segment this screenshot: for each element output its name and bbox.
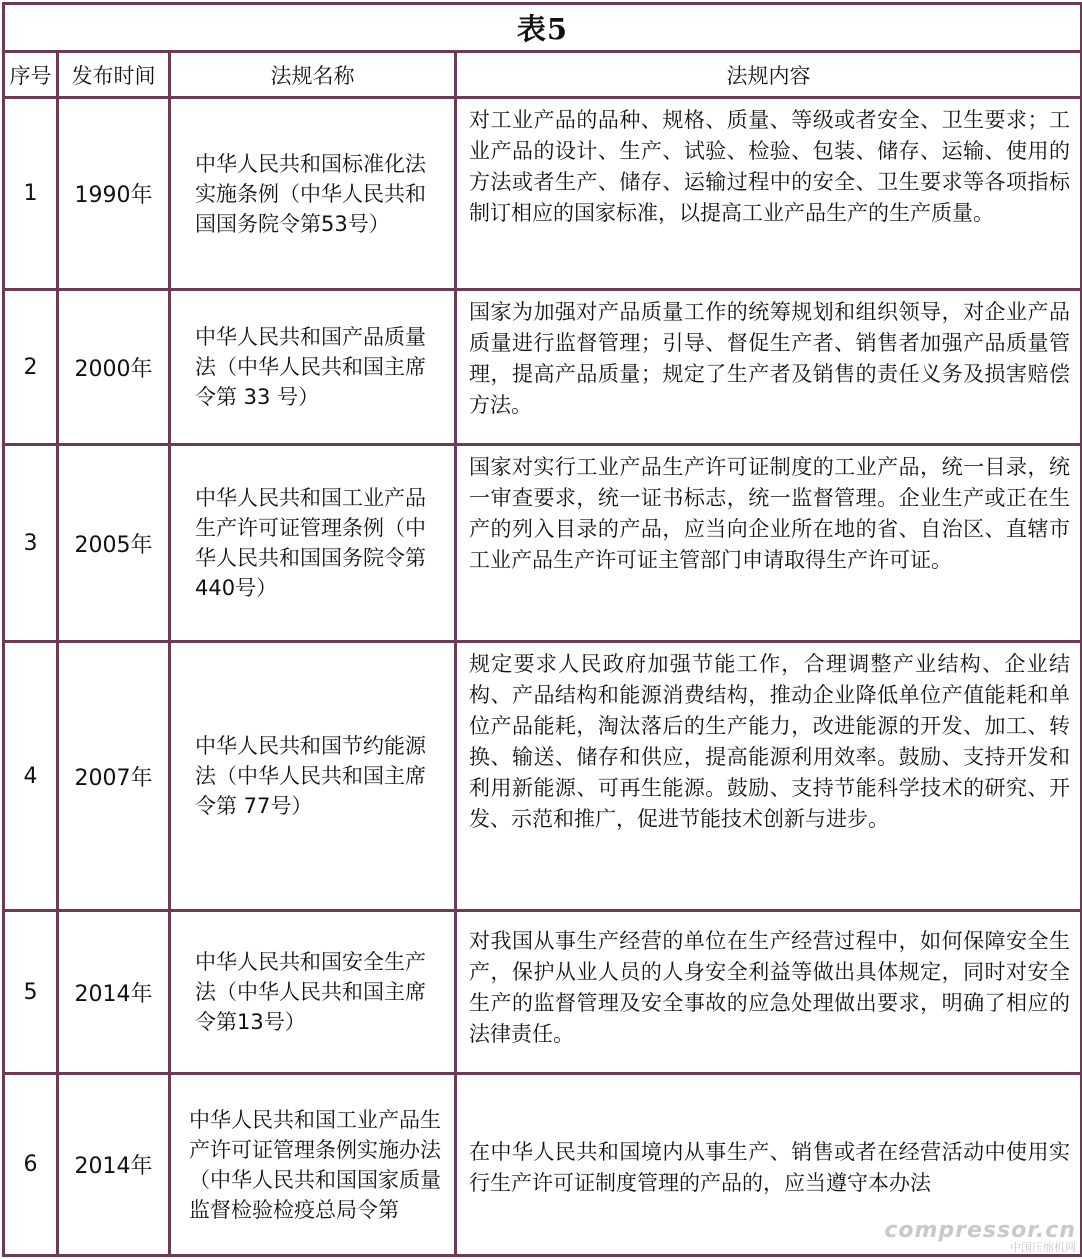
row-regulation-content: 对工业产品的品种、规格、质量、等级或者安全、卫生要求；工业产品的设计、生产、试验、检验、包装、储存、运输、使用的方法或者生产、储存、运输过程中的安全、卫生要求等各项指标制订相应的国家标准，以提高工业产品生产的生产质量。 xyxy=(456,98,1082,290)
row-year: 2007年 xyxy=(58,642,170,911)
row-year: 1990年 xyxy=(58,98,170,290)
row-index: 3 xyxy=(4,445,58,642)
header-date: 发布时间 xyxy=(58,52,170,98)
watermark-logo-text: compressor.cn xyxy=(884,1218,1076,1243)
row-regulation-name: 中华人民共和国节约能源法（中华人民共和国主席令第 77号） xyxy=(170,642,456,911)
row-regulation-name: 中华人民共和国标准化法实施条例（中华人民共和国国务院令第53号） xyxy=(170,98,456,290)
row-regulation-content: 国家对实行工业产品生产许可证制度的工业产品，统一目录，统一审查要求，统一证书标志，统一监督管理。企业生产或正在生产的列入目录的产品，应当向企业所在地的省、自治区、直辖市工业产品生产许可证主管部门申请取得生产许可证。 xyxy=(456,445,1082,642)
row-year: 2014年 xyxy=(58,911,170,1074)
table-title-row xyxy=(4,4,1082,52)
row-regulation-name: 中华人民共和国产品质量法（中华人民共和国主席令第 33 号） xyxy=(170,290,456,445)
site-watermark xyxy=(884,1218,1076,1255)
header-name: 法规名称 xyxy=(170,52,456,98)
regulations-table xyxy=(2,2,1082,1257)
row-year: 2000年 xyxy=(58,290,170,445)
row-regulation-content: 对我国从事生产经营的单位在生产经营过程中，如何保障安全生产，保护从业人员的人身安全利益等做出具体规定，同时对安全生产的监督管理及安全事故的应急处理做出要求，明确了相应的法律责任。 xyxy=(456,911,1082,1074)
table-title: 表5 xyxy=(4,4,1082,52)
header-content: 法规内容 xyxy=(456,52,1082,98)
row-regulation-content: 国家为加强对产品质量工作的统筹规划和组织领导，对企业产品质量进行监督管理；引导、督促生产者、销售者加强产品质量管理，提高产品质量；规定了生产者及销售的责任义务及损害赔偿方法。 xyxy=(456,290,1082,445)
row-year: 2014年 xyxy=(58,1074,170,1256)
row-year: 2005年 xyxy=(58,445,170,642)
row-regulation-name: 中华人民共和国工业产品生产许可证管理条例实施办法（中华人民共和国国家质量监督检验检疫总局令第 xyxy=(170,1074,456,1256)
row-index: 2 xyxy=(4,290,58,445)
row-regulation-name: 中华人民共和国安全生产法（中华人民共和国主席令第13号） xyxy=(170,911,456,1074)
table-row xyxy=(4,445,1082,642)
header-index: 序号 xyxy=(4,52,58,98)
row-index: 4 xyxy=(4,642,58,911)
table-header-row xyxy=(4,52,1082,98)
table-row xyxy=(4,642,1082,911)
watermark-subtitle: 中国压缩机网 xyxy=(1010,1241,1076,1254)
row-regulation-content: 规定要求人民政府加强节能工作，合理调整产业结构、企业结构、产品结构和能源消费结构，推动企业降低单位产值能耗和单位产品能耗，淘汰落后的生产能力，改进能源的开发、加工、转换、输送、储存和供应，提高能源利用效率。鼓励、支持开发和利用新能源、可再生能源。鼓励、支持节能科学技术的研究、开发、示范和推广，促进节能技术创新与进步。 xyxy=(456,642,1082,911)
row-index: 1 xyxy=(4,98,58,290)
row-index: 5 xyxy=(4,911,58,1074)
table-row xyxy=(4,290,1082,445)
table-row xyxy=(4,911,1082,1074)
row-index: 6 xyxy=(4,1074,58,1256)
row-regulation-name: 中华人民共和国工业产品生产许可证管理条例（中华人民共和国国务院令第 440号） xyxy=(170,445,456,642)
row-regulation-content: 在中华人民共和国境内从事生产、销售或者在经营活动中使用实行生产许可证制度管理的产品的，应当遵守本办法 xyxy=(456,1074,1082,1256)
table-row xyxy=(4,98,1082,290)
